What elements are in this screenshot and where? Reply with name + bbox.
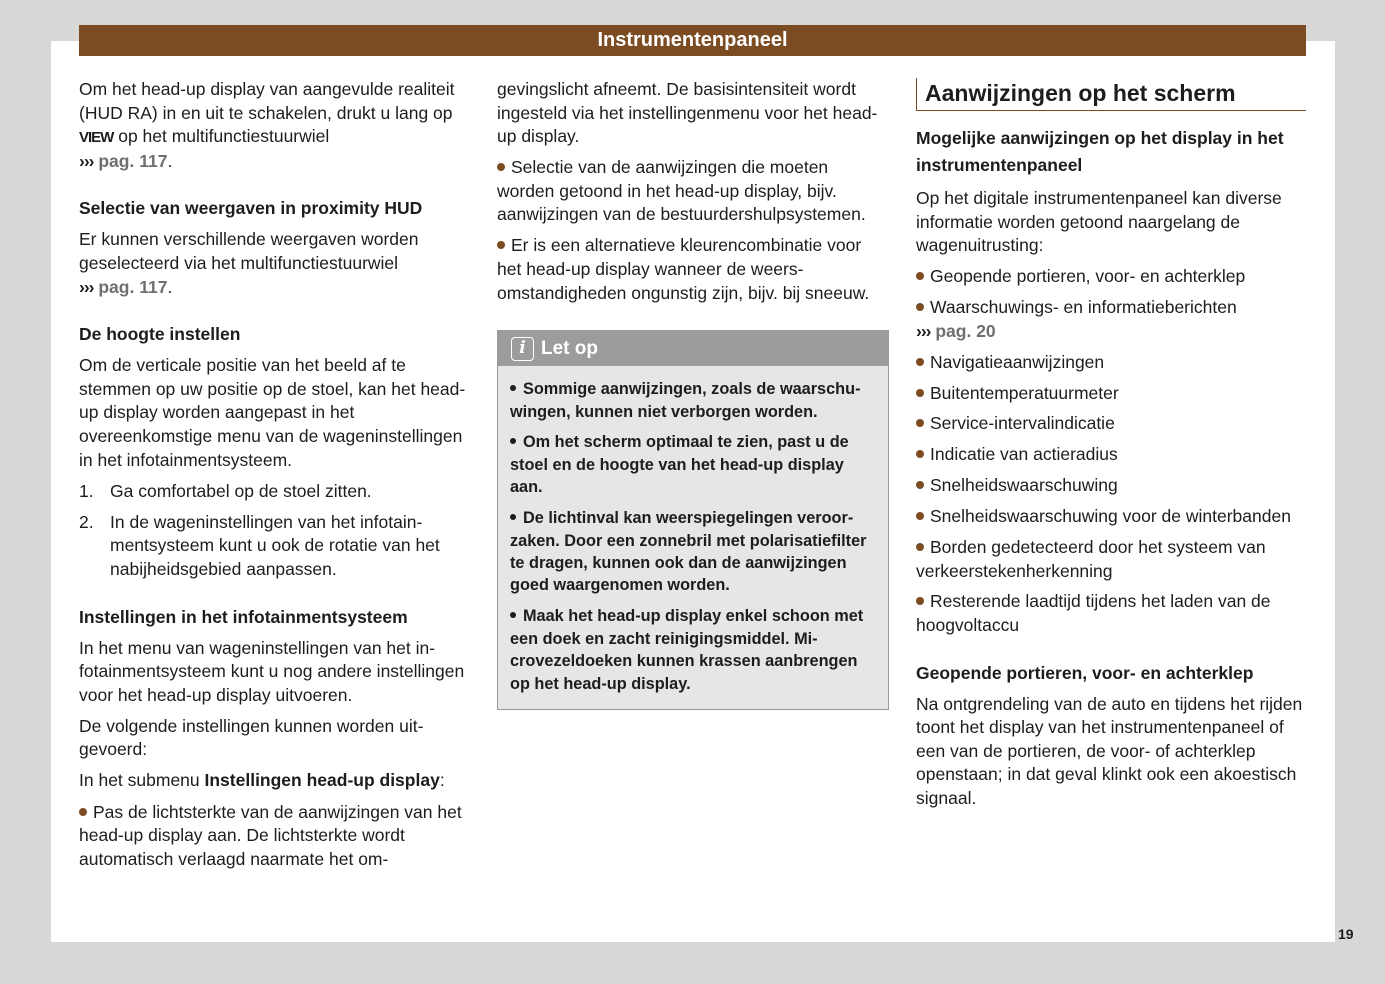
bullet-icon [510,514,516,520]
submenu-paragraph: In het submenu Instellingen head-up display: [79,770,445,791]
bullet-icon [916,450,924,458]
note-item: De lichtinval kan weerspiegelingen veroorzaken. Door een zonnebril met polarisatiefilter te dragen, kunnen ook dan de aanwijzingen goed waargenomen worden. [510,509,867,595]
intro-paragraph: Op het digitale instrumentenpaneel kan diverse informatie worden getoond naargelang de wagenuitrusting: [916,188,1282,256]
bullet-icon [497,241,505,249]
infotainment-paragraph-1: In het menu van wageninstellingen van het infotainmentsysteem kunt u nog andere instellingen voor het head-up display uitvoeren. [79,637,465,705]
column-3 [916,78,1306,818]
column-2 [497,78,889,710]
note-item: Sommige aanwijzingen, zoals de waarschuwingen, kunnen niet verborgen worden. [510,380,861,421]
note-header [498,331,888,366]
info-icon: i [511,337,534,361]
bullet-icon [510,612,516,618]
chevrons-icon: ››› [916,320,931,341]
bullet-item: Selectie van de aanwijzingen die moeten worden getoond in het head-up display, bijv. aanwijzingen van de bestuurdershulpsystemen. [497,157,866,225]
bullet-icon [916,389,924,397]
heading-height: De hoogte instellen [79,324,241,345]
bullet-icon [916,543,924,551]
bullet-icon [916,512,924,520]
infotainment-paragraph-2: De volgende instellingen kunnen worden uitgevoerd: [79,715,424,760]
intro-paragraph: Om het head-up display van aangevulde realiteit (HUD RA) in en uit te schakelen, drukt u lang op VIEW op het multifunctiestuurwiel ››› pag. 117. [79,79,455,171]
subsection-title: Mogelijke aanwijzingen op het display in het instrumentenpaneel [916,128,1284,175]
list-item: Borden gedetecteerd door het systeem van verkeerstekenherkenning [916,537,1266,581]
heading-doors: Geopende portieren, voor- en achterklep [916,662,1254,683]
heading-infotainment: Instellingen in het infotainmentsysteem [79,606,408,627]
chevrons-icon: ››› [79,276,94,297]
list-item: Indicatie van actieradius [916,443,1306,467]
bullet-icon [916,481,924,489]
list-item: Buitentemperatuurmeter [916,382,1306,406]
list-item: Waarschuwings- en informatieberichten ››› pag. 20 [916,297,1237,341]
submenu-name: Instellingen head-up display [204,770,440,791]
bullet-icon [916,597,924,605]
bullet-icon [510,438,516,444]
note-box [497,330,889,710]
list-item: Geopende portieren, voor- en achterklep [916,265,1306,289]
step-item: 2. In de wageninstellingen van het infotainmentsysteem kunt u ook de rotatie van het nabijheidsgebied aanpassen. [79,511,440,579]
column-1 [79,78,474,879]
steps-list [79,480,474,582]
bullet-icon [497,163,505,171]
list-item: Resterende laadtijd tijdens het laden van de hoogvoltaccu [916,591,1271,636]
height-paragraph: Om de verticale positie van het beeld af te stemmen op uw positie op de stoel, kan het head-up display worden aangepast in het overeenkomstige menu van de wageninstellingen in het infotainmentsysteem. [79,355,466,470]
page-reference[interactable]: ››› pag. 117 [79,276,168,297]
heading-proximity-hud: Selectie van weergaven in proximity HUD [79,198,423,219]
page-reference[interactable]: ››› pag. 117 [79,150,168,171]
note-item: Om het scherm optimaal te zien, past u de stoel en de hoogte van het head-up display aan. [510,433,849,497]
bullet-item: Pas de lichtsterkte van de aanwijzingen van het head-up display aan. De lichtsterkte wordt automatisch verlaagd naarmate het om- [79,801,462,869]
section-title: Aanwijzingen op het scherm [916,78,1306,111]
chevrons-icon: ››› [79,150,94,171]
bullet-icon [79,808,87,816]
bullet-icon [510,385,516,391]
page-number: 19 [1338,926,1354,942]
bullet-item: Er is een alternatieve kleurencombinatie voor het head-up display wanneer de weersomstandigheden ongunstig zijn, bijv. bij sneeuw. [497,235,870,303]
bullet-icon [916,303,924,311]
proximity-paragraph: Er kunnen verschillende weergaven worden geselecteerd via het multifunctiestuurwiel ››› pag. 117. [79,229,419,297]
note-body [498,366,888,709]
note-title: Let op [541,337,598,359]
doors-paragraph: Na ontgrendeling van de auto en tijdens het rijden toont het display van het instrumentenpaneel of een van de portieren, de voor- of achterklep openstaan; in dat geval klinkt ook een akoestisch signaal. [916,693,1303,809]
continuation-paragraph: gevingslicht afneemt. De basisintensiteit wordt ingesteld via het instellingenmenu voor het head-up display. [497,79,878,147]
list-item: Snelheidswaarschuwing [916,474,1306,498]
list-item: Navigatieaanwijzingen [916,351,1306,375]
step-item: 1. Ga comfortabel op de stoel zitten. [79,480,372,501]
bullet-icon [916,419,924,427]
chapter-header: Instrumentenpaneel [79,25,1306,56]
bullet-icon [916,358,924,366]
note-item: Maak het head-up display enkel schoon met een doek en zacht reinigingsmiddel. Microvezeldoeken kunnen krassen aanbrengen op het head-up display. [510,607,864,693]
list-item: Service-intervalindicatie [916,412,1306,436]
view-button-glyph: VIEW [79,129,114,147]
list-item: Snelheidswaarschuwing voor de winterbanden [916,505,1306,529]
bullet-icon [916,272,924,280]
page-reference[interactable]: ››› pag. 20 [916,320,996,341]
